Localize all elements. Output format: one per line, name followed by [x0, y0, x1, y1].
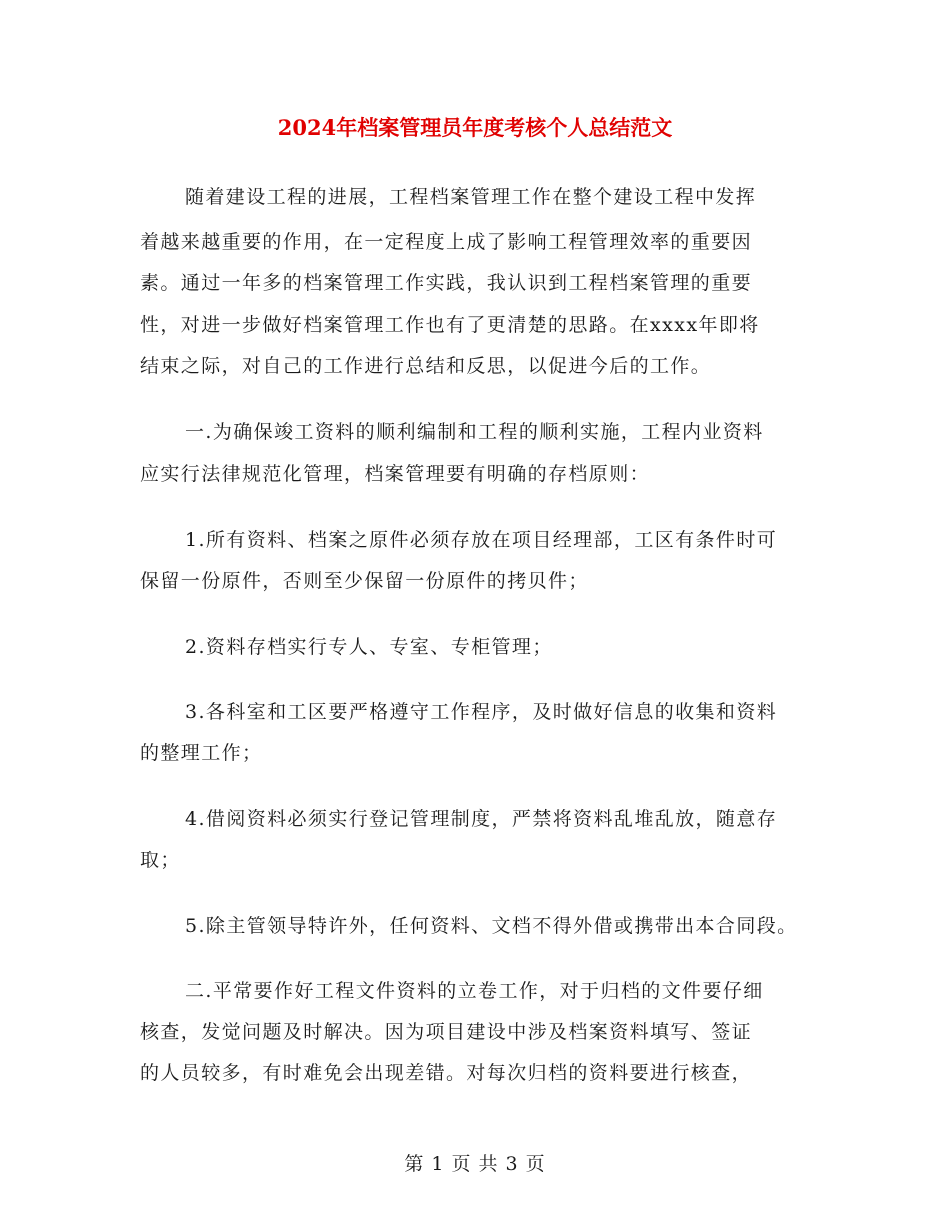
- paragraph-line: 素。通过一年多的档案管理工作实践，我认识到工程档案管理的重要: [140, 272, 753, 294]
- list-item-line: 取；: [140, 849, 181, 871]
- paragraph-line: 的人员较多，有时难免会出现差错。对每次归档的资料要进行核查，: [140, 1062, 753, 1084]
- paragraph-line: 二.平常要作好工程文件资料的立卷工作，对于归档的文件要仔细: [185, 980, 764, 1002]
- paragraph-line: 核查，发觉问题及时解决。因为项目建设中涉及档案资料填写、签证: [140, 1021, 753, 1043]
- list-item-line: 4.借阅资料必须实行登记管理制度，严禁将资料乱堆乱放，随意存: [185, 808, 778, 830]
- paragraph-line: 应实行法律规范化管理，档案管理要有明确的存档原则：: [140, 463, 651, 485]
- list-item-line: 2.资料存档实行专人、专室、专柜管理；: [185, 636, 553, 658]
- list-item-line: 的整理工作；: [140, 742, 263, 764]
- paragraph-line: 结束之际，对自己的工作进行总结和反思，以促进今后的工作。: [140, 355, 712, 377]
- list-item-line: 保留一份原件，否则至少保留一份原件的拷贝件；: [140, 570, 589, 592]
- paragraph-line: 着越来越重要的作用，在一定程度上成了影响工程管理效率的重要因: [140, 231, 753, 253]
- paragraph-line: 一.为确保竣工资料的顺利编制和工程的顺利实施，工程内业资料: [185, 421, 764, 443]
- document-title: 2024年档案管理员年度考核个人总结范文: [277, 115, 673, 140]
- list-item-line: 1.所有资料、档案之原件必须存放在项目经理部，工区有条件时可: [185, 529, 778, 551]
- paragraph-line: 随着建设工程的进展，工程档案管理工作在整个建设工程中发挥: [185, 186, 757, 208]
- list-item-line: 3.各科室和工区要严格遵守工作程序，及时做好信息的收集和资料: [185, 701, 778, 723]
- paragraph-line: 性，对进一步做好档案管理工作也有了更清楚的思路。在xxxx年即将: [140, 314, 760, 336]
- list-item-line: 5.除主管领导特许外，任何资料、文档不得外借或携带出本合同段。: [185, 915, 798, 937]
- page-footer: 第 1 页 共 3 页: [404, 1153, 546, 1175]
